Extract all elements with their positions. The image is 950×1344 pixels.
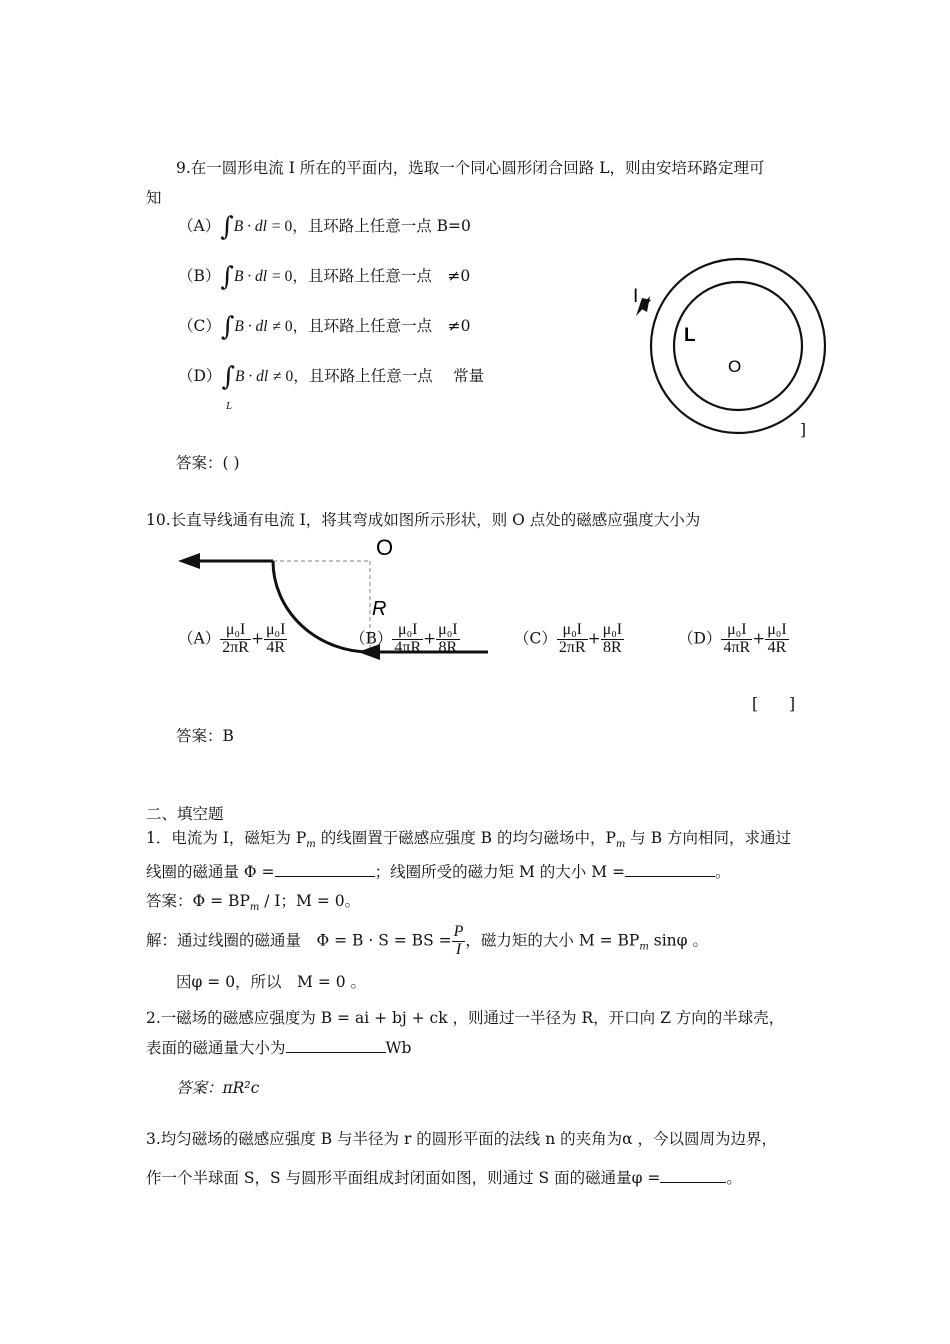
relation: ≠ 0 (272, 318, 293, 335)
q9-option-b (178, 262, 470, 292)
option-label: （C） (178, 317, 221, 335)
fraction: $\frac{\text{μ₀I}}{2\pi R}$ (558, 621, 586, 656)
option-text: ，且环路上任意一点 ≠0 (292, 267, 471, 285)
p3-line1: 3.均匀磁场的磁感应强度 B 与半径为 r 的圆形平面的法线 n 的夹角为α ，今以圆周为边界， (146, 1130, 778, 1148)
integral-expression: B · dl (234, 318, 268, 335)
option-label: （D） (178, 367, 222, 385)
fraction: $\frac{\text{μ₀I}}{8R}$ (438, 621, 458, 656)
p2-answer: 答案：πR²c (176, 1079, 260, 1097)
p1-answer: 答案：$\Phi = BP_m / I$；M = 0。 (146, 892, 361, 914)
blank-field (625, 862, 715, 877)
q9-bracket: ] (800, 421, 807, 439)
fraction: $\frac{\text{μ₀I}}{4R}$ (767, 621, 787, 656)
q9-stem-line2: 知 (146, 189, 162, 207)
option-label: （A） (178, 217, 221, 235)
integral-icon: ∫ (220, 212, 234, 242)
loop-l-circle (674, 282, 802, 410)
q9-option-d (178, 362, 484, 392)
fraction: $\frac{\text{μ₀I}}{4\pi R}$ (723, 621, 751, 656)
option-text: ，且环路上任意一点 常量 (293, 367, 485, 385)
q9-option-a (178, 212, 471, 242)
outer-current-circle (651, 259, 825, 433)
fraction: $\frac{\text{μ₀I}}{4R}$ (265, 621, 286, 656)
fraction: $\frac{\text{μ₀I}}{4\pi R}$ (394, 621, 422, 656)
relation: = 0 (271, 218, 293, 235)
option-label: （B） (350, 629, 393, 648)
fraction: $\frac{\text{μ₀I}}{8R}$ (602, 621, 623, 656)
option-label: （B） (178, 267, 221, 285)
integral-icon: ∫ (220, 312, 235, 342)
p1-line2: 线圈的磁通量 Φ = ；线圈所受的磁力矩 M 的大小 M = 。 (146, 863, 731, 881)
fraction: $\frac{P}{I}$ (453, 923, 464, 958)
option-label: （D） (678, 629, 722, 648)
p1-solution: 解：通过线圈的磁通量 Φ = B · S = BS = $\frac{P}{I}$ ，磁力矩的大小 $M = BP_m$ sinφ 。 (146, 923, 708, 958)
center-label: O (728, 357, 742, 376)
q9-figure (620, 240, 840, 455)
radius-label: R (372, 598, 387, 620)
p3-line2: 作一个半球面 S，S 与圆形平面组成封闭面如图，则通过 S 面的磁通量φ = 。 (146, 1169, 742, 1187)
q10-option-c: （C） $\frac{\text{μ₀I}}{2\pi R}$ + $\frac{\text{μ₀I}}{8R}$ (514, 621, 623, 656)
option-text: ，且环路上任意一点 ≠0 (292, 317, 471, 335)
relation: = 0 (272, 268, 293, 285)
blank-field (286, 1038, 386, 1053)
q10-option-b: （B） $\frac{\text{μ₀I}}{4\pi R}$ + $\frac{\text{μ₀I}}{8R}$ (350, 621, 458, 656)
current-label: I (633, 286, 639, 307)
blank-field (660, 1168, 726, 1183)
blank-field (275, 862, 375, 877)
integral-expression: B · dl (233, 268, 268, 285)
p1-line1: 1．电流为 I，磁矩为 $P_m$ 的线圈置于磁感应强度 B 的均匀磁场中，$P_m$ 与 B 方向相同，求通过 (146, 829, 792, 851)
loop-label: L (684, 325, 696, 346)
fraction: $\frac{\text{μ₀I}}{2\pi R}$ (222, 621, 249, 656)
q10-option-a: （A） $\frac{\text{μ₀I}}{2\pi R}$ + $\frac{\text{μ₀I}}{4R}$ (178, 621, 286, 656)
q10-answer: 答案：B (176, 727, 234, 745)
q10-option-d: （D） $\frac{\text{μ₀I}}{4\pi R}$ + $\frac{\text{μ₀I}}{4R}$ (678, 621, 787, 656)
integral-icon: ∫ (221, 362, 235, 392)
point-o-label: O (376, 535, 394, 560)
integral-expression: B · dl (234, 368, 269, 385)
section-title: 二、填空题 (146, 805, 224, 823)
integral-expression: B · dl (233, 218, 267, 235)
integral-subscript: L (226, 400, 233, 412)
q9-answer: 答案：( ) (176, 454, 240, 472)
q10-stem: 10.长直导线通有电流 I，将其弯成如图所示形状，则 O 点处的磁感应强度大小为 (146, 511, 701, 529)
q10-bracket: [ ] (752, 695, 796, 713)
upper-arrow-icon (178, 553, 200, 569)
option-label: （C） (514, 629, 557, 648)
p1-solution-line2: 因φ = 0，所以 M = 0 。 (176, 973, 367, 991)
integral-icon: ∫ (220, 262, 234, 292)
relation: ≠ 0 (273, 368, 294, 385)
option-label: （A） (178, 629, 221, 648)
q9-option-c (178, 312, 471, 342)
p2-line2: 表面的磁通量大小为 Wb (146, 1039, 412, 1057)
p2-line1: 2.一磁场的磁感应强度为 B = ai + bj + ck ，则通过一半径为 R，开口向 Z 方向的半球壳， (146, 1009, 785, 1027)
option-text: ，且环路上任意一点 B=0 (292, 217, 471, 235)
q9-stem-line1: 9.在一圆形电流 I 所在的平面内，选取一个同心圆形闭合回路 L，则由安培环路定理可 (176, 159, 765, 177)
